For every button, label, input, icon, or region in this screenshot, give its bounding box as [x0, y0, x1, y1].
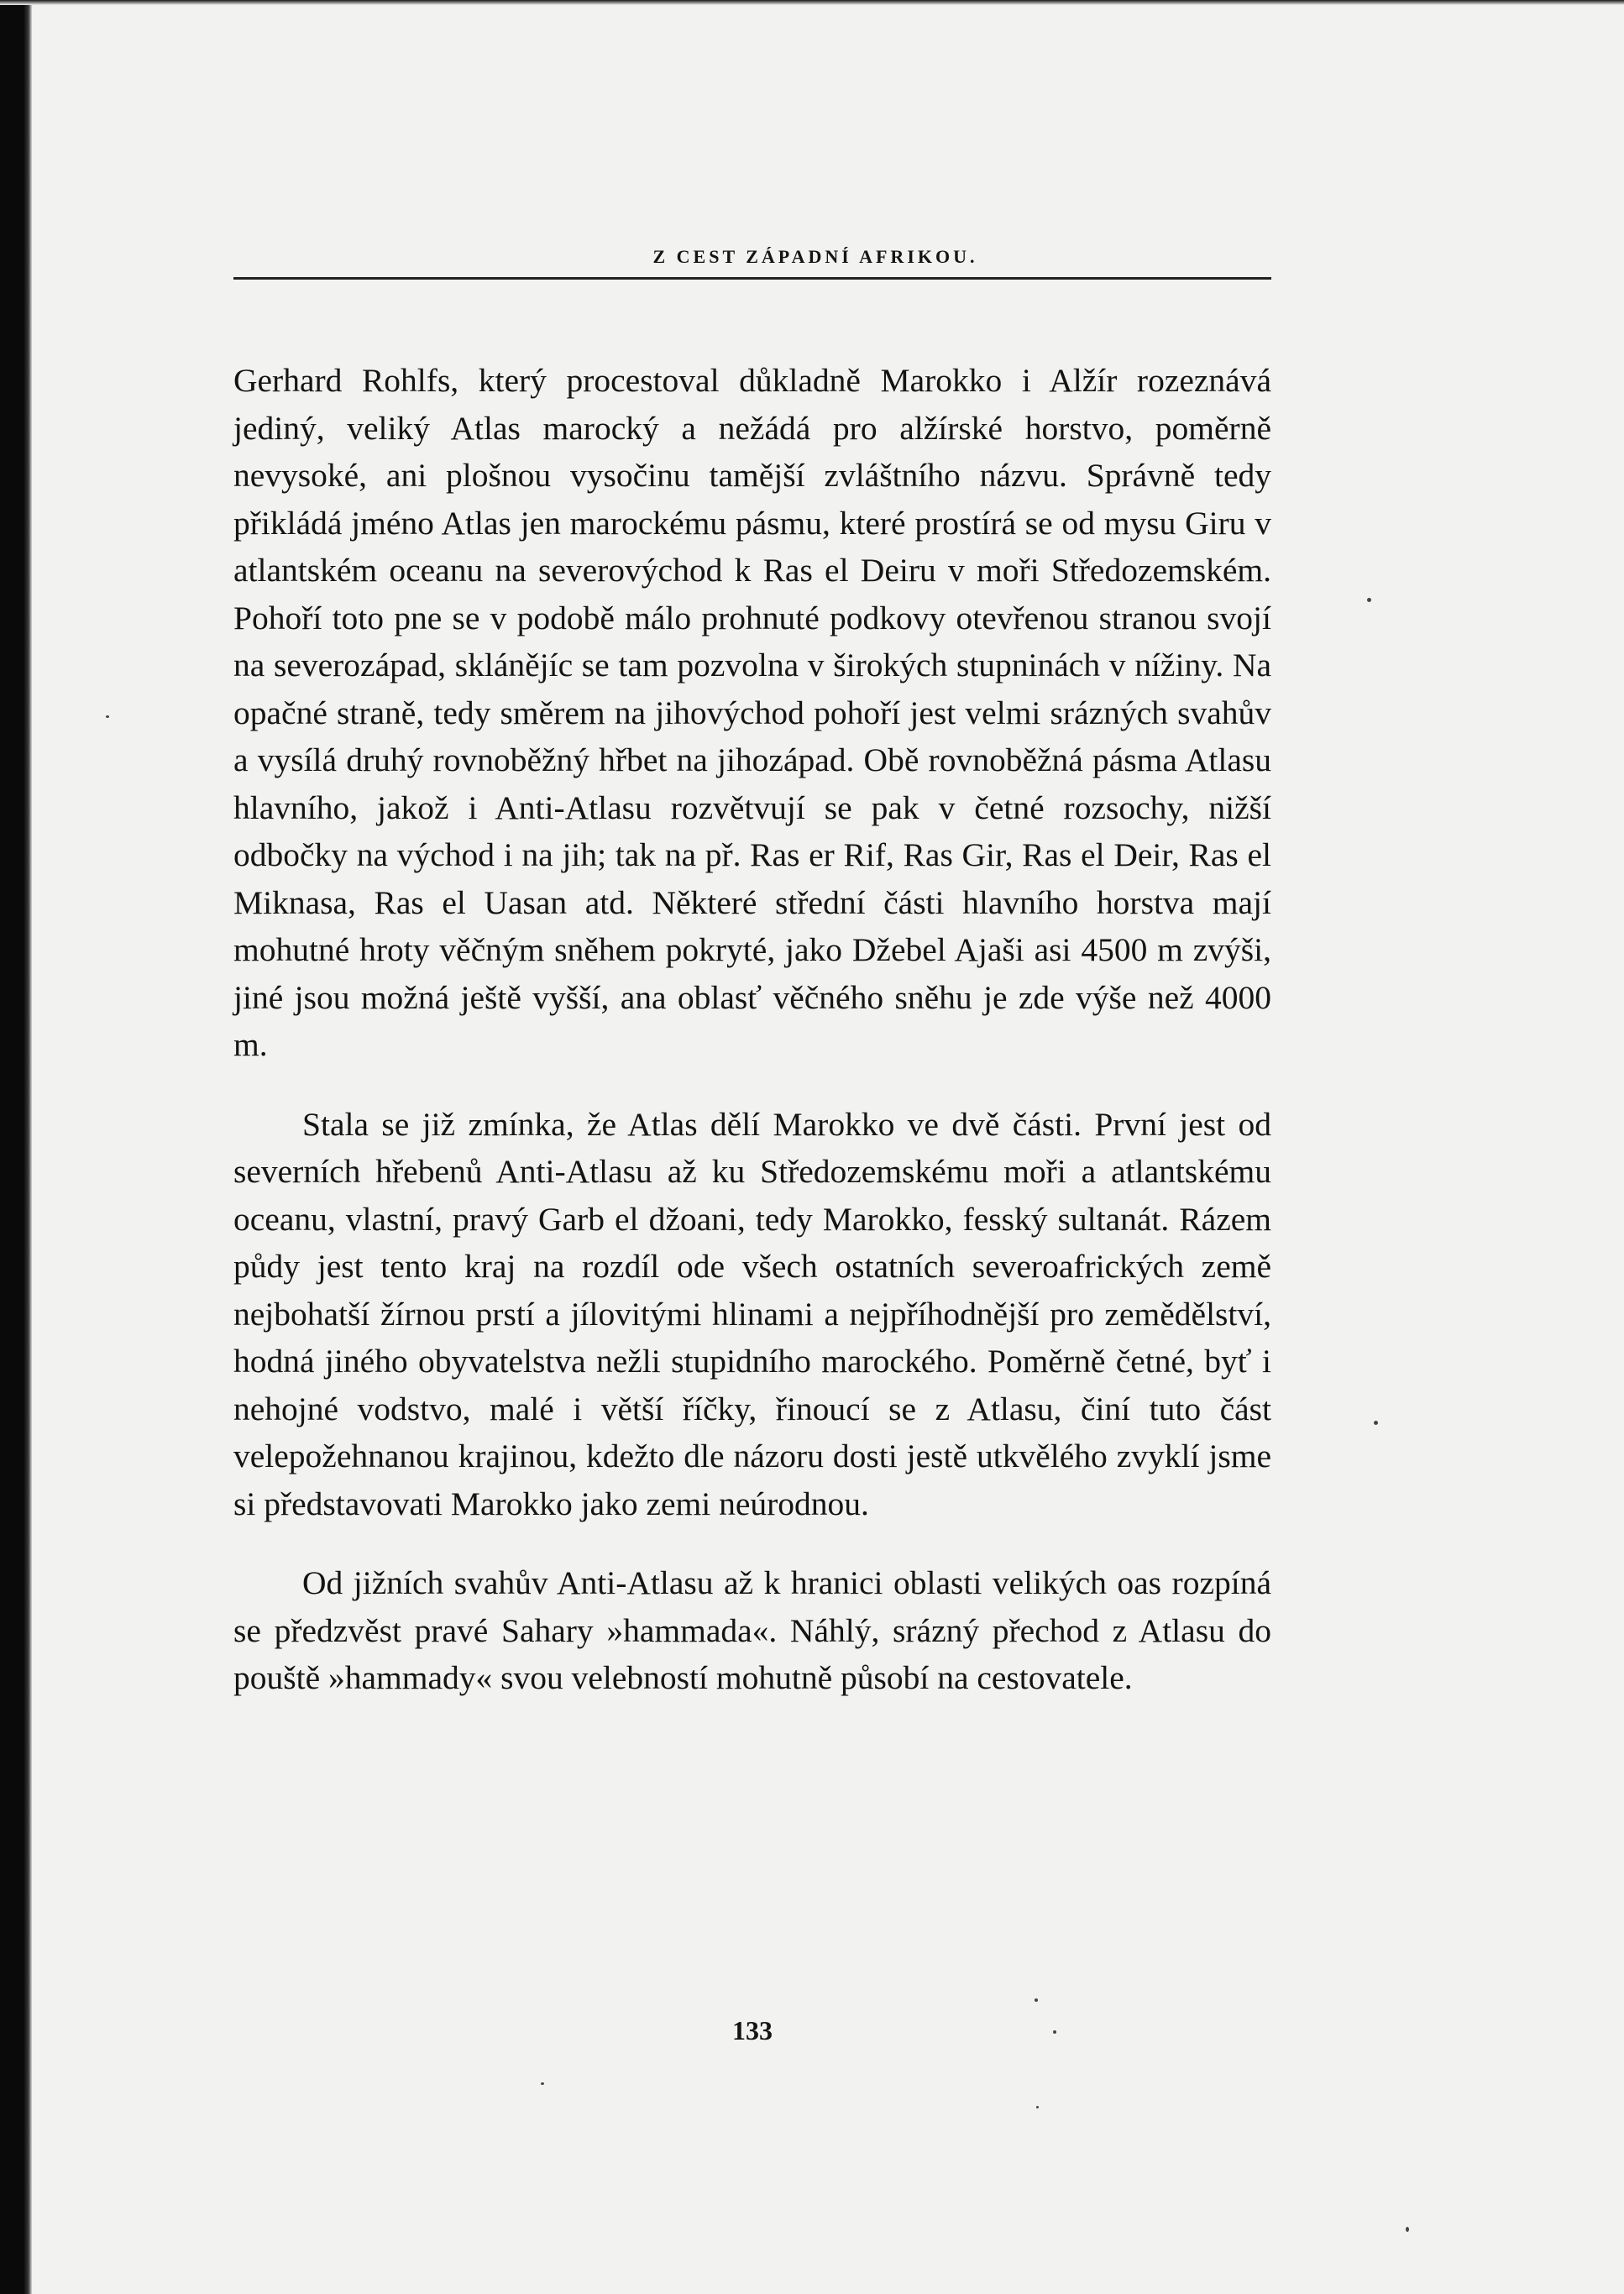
- scan-speck: [1374, 1421, 1378, 1425]
- scan-speck: [1036, 2106, 1039, 2108]
- scan-speck: [106, 715, 109, 718]
- header-rule: [233, 277, 1271, 280]
- scan-border-top: [0, 0, 1624, 5]
- scan-speck: [541, 2082, 544, 2085]
- scan-speck: [1053, 2030, 1056, 2034]
- scan-border-left: [0, 0, 32, 2294]
- book-page: [233, 244, 1271, 2045]
- scan-speck: [1035, 1998, 1038, 2002]
- scan-speck: [1367, 598, 1371, 602]
- body-text: [233, 357, 1271, 1702]
- paragraph-1: Gerhard Rohlfs, který procestoval důkladně Marokko i Alžír rozeznává jediný, veliký Atlas marocký a nežádá pro alžírské horstvo, poměrně nevysoké, ani plošnou vysočinu tamější zvláštního názvu. Správně tedy přikládá jméno Atlas jen marockému pásmu, které prostírá se od mysu Giru v atlantském oceanu na severovýchod k Ras el Deiru v moři Středozemském. Pohoří toto pne se v podobě málo prohnuté podkovy otevřenou stranou svojí na severozápad, sklánějíc se tam pozvolna v širokých stupninách v nížiny. Na opačné straně, tedy směrem na jihovýchod pohoří jest velmi srázných svahův a vysílá druhý rovnoběžný hřbet na jihozápad. Obě rovnoběžná pásma Atlasu hlavního, jakož i Anti-Atlasu rozvětvují se pak v četné rozsochy, nižší odbočky na východ i na jih; tak na př. Ras er Rif, Ras Gir, Ras el Deir, Ras el Miknasa, Ras el Uasan atd. Některé střední části hlavního horstva mají mohutné hroty věčným sněhem pokryté, jako Džebel Ajaši asi 4500 m zvýši, jiné jsou možná ještě vyšší, ana oblasť věčného sněhu je zde výše než 4000 m.: [233, 362, 1271, 1063]
- scan-speck: [1406, 2227, 1409, 2232]
- running-head: Z CEST ZÁPADNÍ AFRIKOU.: [652, 246, 978, 267]
- page-number: 133: [732, 2015, 773, 2045]
- paragraph-3: Od jižních svahův Anti-Atlasu až k hranici oblasti velikých oas rozpíná se předzvěst pravé Sahary »hammada«. Náhlý, srázný přechod z Atlasu do pouště »hammady« svou velebností mohutně působí na cestovatele.: [233, 1564, 1271, 1696]
- paragraph-2: Stala se již zmínka, že Atlas dělí Marokko ve dvě části. První jest od severních hřebenů Anti-Atlasu až ku Středozemskému moři a atlantskému oceanu, vlastní, pravý Garb el džoani, tedy Marokko, fesský sultanát. Rázem půdy jest tento kraj na rozdíl ode všech ostatních severoafrických země nejbohatší žírnou prstí a jílovitými hlinami a nejpříhodnější pro zemědělství, hodná jiného obyvatelstva nežli stupidního marockého. Poměrně četné, byť i nehojné vodstvo, malé i větší říčky, řinoucí se z Atlasu, činí tuto část velepožehnanou krajinou, kdežto dle názoru dosti jestě utkvělého zvyklí jsme si představovati Marokko jako zemi neúrodnou.: [233, 1105, 1271, 1522]
